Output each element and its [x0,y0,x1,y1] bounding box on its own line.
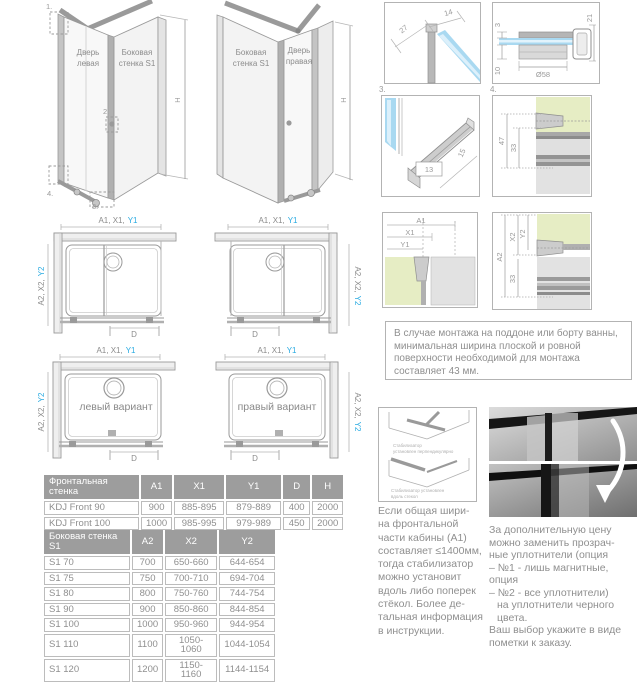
table-header-row [44,530,275,554]
svg-text:4.: 4. [47,189,54,198]
corner-post [108,35,114,200]
table-row: S1 90 900 850-860 844-854 [44,603,275,617]
side-dim-label: A2, X2,Y2 [37,392,46,432]
dim-y2: Y2 [518,229,527,239]
variant-label: правый вариант [237,401,317,413]
side-wall-label: Боковая [235,48,267,57]
side-wall-label: Боковая [121,48,153,57]
dim-14: 14 [443,7,454,19]
svg-text:3.: 3. [92,202,99,211]
top-dim-label: A1, X1, Y1 [98,216,138,225]
column-header: H [312,475,343,499]
mounting-profile [414,257,429,281]
variant-label: левый вариант [79,401,153,413]
door-outer-panel [318,21,333,190]
door-left-label: левая [76,59,100,68]
seals-note: За дополнительную цену можно заменить прозрач- ные уплотнители (опция – №1 - лишь магнитные, опция – №2 - все уплотнители) на уплотнители черного цвета. Ваш выбор укажите в виде пометки к заказу. [489,524,622,649]
wall-profile-layers [536,132,590,194]
wall-slab [431,257,475,305]
wall-profile [428,29,435,83]
h-dim-label: H [339,97,348,103]
door-width-dimension [110,450,158,463]
top-dim-label: A1, X1, Y1 [257,346,297,355]
detail-box-1 [384,2,481,84]
plan-view-right-variant [203,346,363,468]
dim-21: 21 [585,13,594,23]
stab-caption-1: Стабилизатор [393,443,422,448]
stab-caption-1: установлен перпендикулярно [393,449,454,454]
side-wall-table [42,528,277,684]
door-hinge-frame [58,14,64,186]
top-dim-label: A1, X1, Y1 [96,346,136,355]
dim-x1: X1 [405,228,415,237]
door-knob-icon [109,121,114,126]
table-row: S1 110 1100 1050-1060 1044-1054 [44,634,275,657]
plan-view-left-variant [37,346,200,468]
dim-33: 33 [508,274,517,284]
height-dimension [335,22,353,180]
svg-text:D: D [252,330,258,339]
stab-caption-2: вдоль стекол [391,494,418,499]
svg-text:1.: 1. [46,2,53,11]
side-wall-glass [114,17,158,200]
table-row: KDJ Front 100 1000 985-995 979-989 450 2000 [44,517,343,531]
side-dim-label: A2, X2,Y2 [353,392,362,432]
dim-a1: A1 [416,216,426,225]
table-row: S1 70 700 650-660 644-654 [44,556,275,570]
dim-47: 47 [497,136,506,146]
side-wall-label: стенка S1 [232,59,270,68]
glass-edge [563,244,590,250]
door-width-dimension [231,450,279,463]
roller-icon [288,195,294,201]
detail-box-3 [381,95,480,197]
door-hinge-frame [312,28,318,194]
iso-drawing-right-door [205,0,355,210]
column-header: Y2 [219,530,275,554]
table-row: S1 120 1200 1150-1160 1144-1154 [44,659,275,682]
dim-x2: X2 [508,232,517,242]
detail-box-4 [492,95,592,197]
column-header: A2 [132,530,163,554]
column-header: D [283,475,310,499]
svg-text:2.: 2. [103,107,110,116]
dim-10: 10 [493,66,502,76]
svg-text:D: D [131,330,137,339]
dim-27: 27 [397,22,410,36]
dim-13: 13 [424,165,434,174]
shower-tray [230,245,325,316]
corner-post [278,40,284,203]
top-dim-label: A1, X1, Y1 [258,216,298,225]
stabilizer-perpendicular-diagram [389,410,469,439]
detail-box-5 [382,212,478,308]
dim-15: 15 [455,147,468,159]
wall-profile-layers [537,257,590,309]
door-left-label: Дверь [76,48,100,57]
column-header: Фронтальная стенка [44,475,139,499]
top-profile [519,32,573,38]
table-header-row [44,475,343,499]
plan-view-right [203,214,363,344]
table-row: S1 100 1000 950-960 944-954 [44,618,275,632]
wall-left [53,362,61,458]
door-knob-icon [286,120,291,125]
column-header: X2 [165,530,217,554]
stabilizer-along-diagram [389,458,469,487]
table-row: S1 80 800 750-760 744-754 [44,587,275,601]
wall-top [54,233,176,241]
svg-text:D: D [252,454,258,463]
h-dim-label: H [173,97,182,103]
mounting-note [385,321,632,380]
side-dim-label: A2, X2,Y2 [37,266,46,306]
mounting-note-text: В случае монтажа на поддоне или борту ванны, минимальная ширина плоской и ровной поверхности необходимой для монтажа составляет 43 мм. [394,328,618,377]
door-knob-section [573,29,591,59]
seal-photo-top [489,407,637,461]
front-wall-table [42,473,345,532]
door-right-label: правая [285,57,313,66]
dim-a2: A2 [495,252,504,262]
side-dim-label: A2, X2,Y2 [353,266,362,306]
door-right-label: Дверь [287,46,311,55]
seal-photo-bottom [489,464,637,517]
detail-3-number: 3. [379,85,386,94]
plan-view-left [37,214,200,344]
wall-top [215,233,337,241]
column-header: X1 [174,475,224,499]
table-row: S1 75 750 700-710 694-704 [44,572,275,586]
stabilizer-note: Если общая шири- на фронтальной части кабины (A1) составляет ≤1400мм, тогда стабилизатор можно установит вдоль либо поперек стёкол. Более де- тальная информация в инструкции. [378,505,483,637]
stab-caption-2: Стабилизатор установлен [391,488,445,493]
wall-edge-profile [217,15,223,178]
side-wall-label: стенка S1 [118,59,156,68]
wall-top [53,362,175,370]
side-wall-glass [223,17,278,203]
dim-y1: Y1 [400,240,410,249]
svg-text:D: D [131,454,137,463]
glass-edge [421,281,426,305]
stabilizer-diagrams [378,407,477,502]
door-width-dimension [110,326,159,339]
column-header: A1 [141,475,172,499]
dim-33: 33 [509,143,518,153]
roller-icon [74,189,80,195]
column-header: Боковая стенка S1 [44,530,130,554]
iso-drawing-left-door [30,0,195,210]
wall-right [330,362,338,458]
dim-diameter-58: Ø58 [535,70,551,79]
door-glass [284,30,312,201]
wall-top [216,362,338,370]
column-header: Y1 [226,475,281,499]
detail-box-2 [492,2,600,84]
roller-icon [308,190,315,197]
table-row: KDJ Front 90 900 885-895 879-889 400 2000 [44,501,343,515]
dim-3: 3 [493,22,502,28]
wall-edge-profile [158,17,166,176]
detail-4-number: 4. [490,85,497,94]
door-width-dimension [231,326,279,339]
detail-box-6 [492,212,592,310]
seal-photos [489,407,637,517]
